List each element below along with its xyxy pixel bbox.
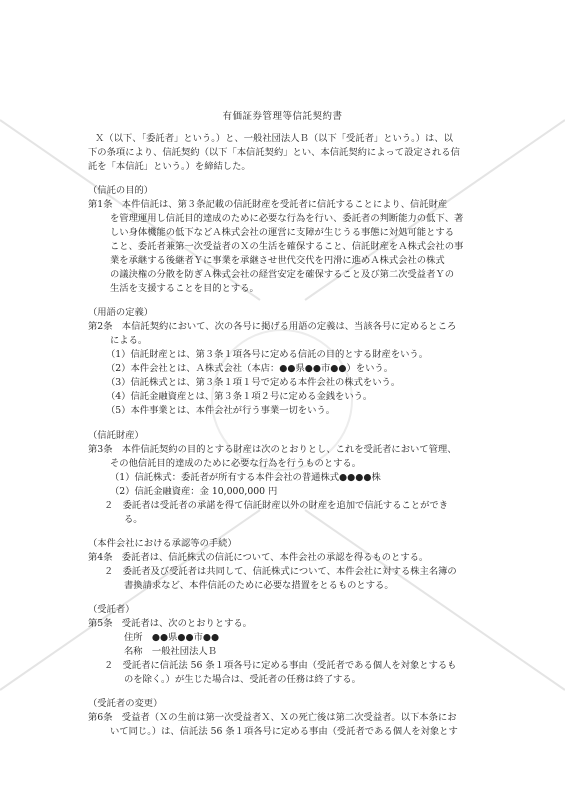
article-line: る。 xyxy=(124,514,143,525)
article-line: 第1条 本件信託は、第３条記載の信託財産を受託者に信託することにより、信託財産 xyxy=(88,199,448,210)
article-line: こと、委託者兼第一次受益者のＸの生活を確保すること、信託財産をＡ株式会社の事 xyxy=(110,241,464,252)
article-line: ２ 受託者に信託法 56 条１項各号に定める事由（受託者である個人を対象とするも xyxy=(104,660,457,671)
document-title: 有価証券管理等信託契約書 xyxy=(222,111,343,122)
section-heading: （受託者の変更） xyxy=(88,698,163,709)
preamble-line: 下の条項により、信託契約（以下「本信託契約」とい、本信託契約によって設定される信 xyxy=(88,147,460,158)
list-item: （4）信託金融資産とは、第３条１項２号に定める金銭をいう。 xyxy=(106,391,373,402)
article-line: の議決権の分散を防ぎＡ株式会社の経営安定を確保すること及び第二次受益者Ｙの xyxy=(110,269,454,280)
article-line: 住所 ●●県●●市●● xyxy=(124,632,220,643)
section-heading: （信託の目的） xyxy=(88,185,154,196)
article-line: 名称 一般社団法人Ｂ xyxy=(124,646,217,657)
article-line: その他信託目的達成のために必要な行為を行うものとする。 xyxy=(110,458,362,469)
article-line: 書換請求など、本件信託のために必要な措置をとるものとする。 xyxy=(124,580,394,591)
article-line: ２ 委託者及び受託者は共同して、信託株式について、本件会社に対する株主名簿の xyxy=(104,566,457,577)
section-heading: （受託者） xyxy=(88,604,135,615)
list-item: （3）信託株式とは、第３条１項１号で定める本件会社の株式をいう。 xyxy=(106,377,401,388)
article-line: 第2条 本信託契約において、次の各号に掲げる用語の定義は、当該各号に定めるところ xyxy=(88,321,457,332)
article-line: ２ 委託者は受託者の承諾を得て信託財産以外の財産を追加で信託することができ xyxy=(104,500,448,511)
article-line: 生活を支援することを目的とする。 xyxy=(110,283,259,294)
section-heading: （信託財産） xyxy=(88,430,144,441)
article-line: いて同じ。）は、信託法 56 条１項各号に定める事由（受託者である個人を対象とす xyxy=(110,726,458,737)
article-line: 第4条 委託者は、信託株式の信託について、本件会社の承認を得るものとする。 xyxy=(88,552,429,563)
article-line: を管理運用し信託目的達成のために必要な行為を行い、委託者の判断能力の低下、著 xyxy=(110,213,464,224)
article-line: のを除く。）が生じた場合は、受託者の任務は終了する。 xyxy=(124,674,361,685)
article-line: 第6条 受益者（Ｘの生前は第一次受益者Ｘ、Ｘの死亡後は第二次受益者。以下本条にお xyxy=(88,712,457,723)
list-item: （2）本件会社とは、Ａ株式会社（本店：●●県●●市●●）をいう。 xyxy=(106,363,394,374)
list-item: （2）信託金融資産：金 10,000,000 円 xyxy=(110,486,278,497)
article-line: による。 xyxy=(110,335,148,346)
section-heading: （本件会社における承認等の手続） xyxy=(88,538,237,549)
list-item: （5）本件事業とは、本件会社が行う事業一切をいう。 xyxy=(106,405,336,416)
article-line: 業を承継する後継者Ｙに事業を承継させ世代交代を円滑に進めＡ株式会社の株式 xyxy=(110,255,445,266)
preamble-line: Ｘ（以下、「委託者」という。）と、一般社団法人Ｂ（以下「受託者」という。）は、以 xyxy=(95,133,453,144)
section-heading: （用語の定義） xyxy=(88,307,154,318)
article-line: 第5条 受託者は、次のとおりとする。 xyxy=(88,618,252,629)
list-item: （1）信託株式：委託者が所有する本件会社の普通株式●●●●株 xyxy=(110,472,381,483)
article-line: 第3条 本件信託契約の目的とする財産は次のとおりとし、これを受託者において管理、 xyxy=(88,444,457,455)
preamble-line: 託を「本信託」という。）を締結した。 xyxy=(88,161,251,172)
article-line: しい身体機能の低下などＡ株式会社の運営に支障が生じうる事態に対処可能とする xyxy=(110,227,454,238)
list-item: （1）信託財産とは、第３条１項各号に定める信託の目的とする財産をいう。 xyxy=(106,349,429,360)
